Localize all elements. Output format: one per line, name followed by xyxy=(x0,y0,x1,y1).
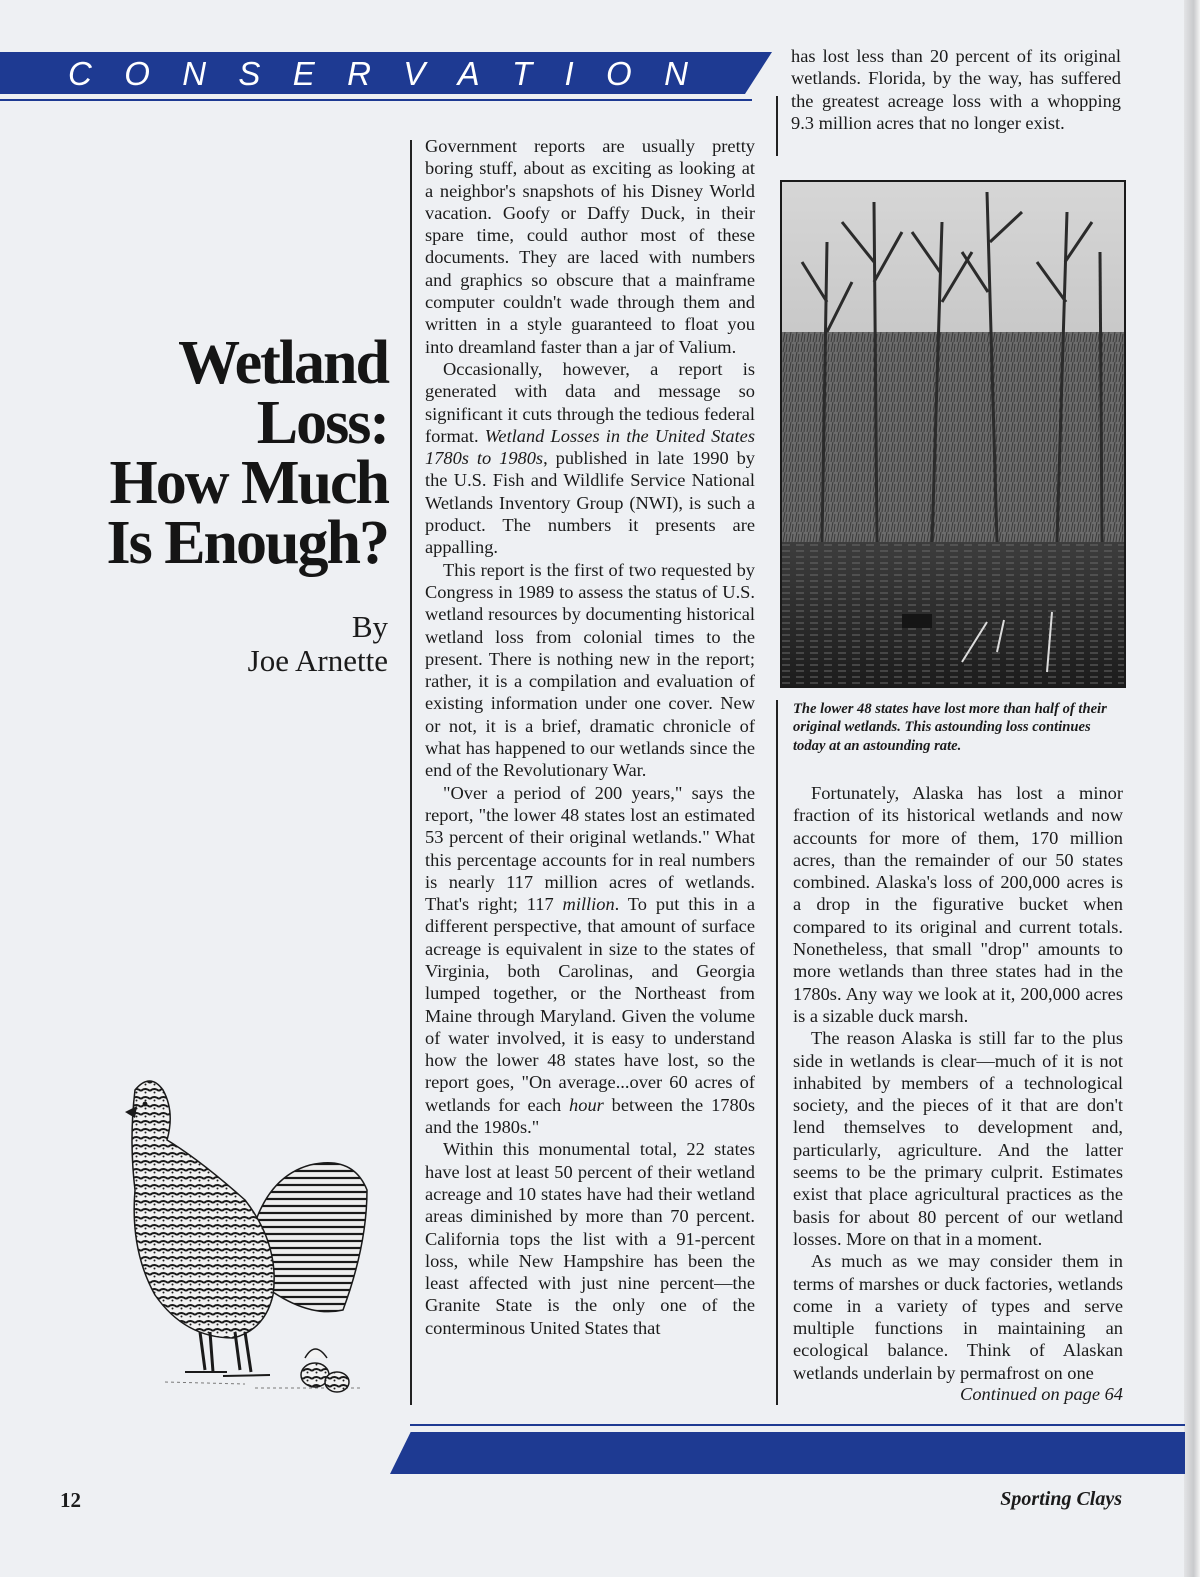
emphasis: hour xyxy=(569,1094,604,1115)
paragraph: has lost less than 20 percent of its original wetlands. Florida, by the way, has suffered the greatest acreage loss with a whopping 9.3 million acres that no longer exist. xyxy=(791,46,1121,133)
photo-caption: The lower 48 states have lost more than half of their original wetlands. This astounding loss continues today at an astounding rate. xyxy=(793,701,1107,754)
paragraph: Government reports are usually pretty boring stuff, about as exciting as looking at a neighbor's snapshots of his Disney World vacation. Goofy or Daffy Duck, in their spare time, could author most of these documents. They are laced with numbers and graphics so obscure that a mainframe computer couldn't wade through them and written in a style guaranteed to float you into dreamland faster than a jar of Valium. xyxy=(425,136,755,357)
section-letter: R xyxy=(347,55,371,92)
title-line: How Much xyxy=(109,449,388,517)
emphasis: million xyxy=(562,894,615,915)
byline xyxy=(100,610,388,678)
section-letter: N xyxy=(182,55,207,92)
text-run: "Over a period of 200 years," says the report, "the lower 48 states lost an estimated 53 percent of their original wetlands." What this percentage accounts for in real numbers is nearly 117 million acres of wetlands. That's right; 117 xyxy=(425,782,755,915)
section-letter: A xyxy=(457,55,480,92)
article-title xyxy=(40,329,388,577)
section-letter: T xyxy=(512,55,533,92)
section-letter: E xyxy=(292,55,315,92)
article-column-right xyxy=(793,782,1123,1384)
text-run: , published in late 1990 by the U.S. Fish and Wildlife Service National Wetlands Inventory Group (NWI), is such a product. The numbers it presents are appalling. xyxy=(425,448,755,558)
text-run: . To put this in a different perspective, that amount of surface acreage is equivalent in size to the states of Virginia, both Carolinas, and Georgia lumped together, or the Northeast from Maine through Maryland. Given the volume of water involved, it is easy to understand how the lower 48 states have lost, so the report goes, "On average...over 60 acres of wetlands for each xyxy=(425,894,755,1115)
paragraph: The reason Alaska is still far to the plus side in wetlands is clear—much of it is not inhabited by members of a technological society, and the pieces of it that are don't lend themselves to development and, particularly, agriculture. And the latter seems to be the primary culprit. Estimates exist that place agricultural practices as the basis for about 80 percent of our wetland losses. More on that in a moment. xyxy=(793,1028,1123,1249)
author-name: Joe Arnette xyxy=(247,643,388,678)
section-letter: O xyxy=(606,55,632,92)
paragraph: Fortunately, Alaska has lost a minor fraction of its historical wetlands and now accounts for more of them, 170 million acres, than the remainder of our 50 states combined. Alaska's loss of 200,000 acres is a drop in the figurative bucket when compared to its original and current totals. Nonetheless, that small "drop" amounts to more wetlands than three states had in the 1780s. Any way we look at it, 200,000 acres is a sizable duck marsh. xyxy=(793,783,1123,1026)
report-title: Wetland Losses in the United States 1780s to 1980s xyxy=(425,425,755,469)
footer-banner xyxy=(390,1432,1185,1474)
title-line: Is Enough? xyxy=(106,509,388,577)
article-column-middle xyxy=(425,135,755,1339)
grouse-illustration xyxy=(105,1070,380,1410)
section-letter: V xyxy=(403,55,426,92)
section-letter: I xyxy=(564,55,574,92)
page-spine xyxy=(1184,0,1200,1577)
paragraph: As much as we may consider them in terms of marshes or duck factories, wetlands come in a variety of types and serve multiple functions in maintaining an ecological balance. Think of Alaskan wetlands underlain by permafrost on one xyxy=(793,1251,1123,1383)
wetland-photo xyxy=(780,180,1126,688)
column-rule xyxy=(776,700,778,1405)
wetland-photo-image xyxy=(782,182,1124,686)
paragraph: Within this monumental total, 22 states have lost at least 50 percent of their wetland acreage and 10 states have had their wetland areas diminished by more than 70 percent. California tops the list with a 91-percent loss, while New Hampshire has been the least affected with just nine percent—the Granite State is the only one of the conterminous United States that xyxy=(425,1139,755,1338)
column-rule xyxy=(410,140,412,1405)
title-line: Loss: xyxy=(256,389,388,457)
section-letter: S xyxy=(238,55,261,92)
section-letter: N xyxy=(664,55,688,92)
paragraph xyxy=(425,782,755,1139)
byline-prefix: By xyxy=(351,609,388,644)
magazine-name: Sporting Clays xyxy=(1000,1488,1122,1510)
section-label xyxy=(68,55,688,93)
section-letter: O xyxy=(124,55,150,92)
paragraph: This report is the first of two requested by Congress in 1989 to assess the status of U.S. wetland resources by documenting historical wetland loss from colonial times to the present. There is nothing new in the report; rather, it is a compilation and evaluation of existing information under one cover. New or not, it is a brief, dramatic chronicle of what has happened to our wetlands since the end of the Revolutionary War. xyxy=(425,559,755,781)
paragraph xyxy=(425,358,755,559)
text-run: Occasionally, however, a report is generated with data and message so significant it cuts through the tedious federal format. xyxy=(425,358,755,446)
section-letter: C xyxy=(68,55,92,92)
footer-rule xyxy=(410,1424,1185,1426)
continued-note: Continued on page 64 xyxy=(960,1384,1123,1404)
article-column-right-top xyxy=(791,45,1121,134)
title-line: Wetland xyxy=(178,329,388,397)
page-number: 12 xyxy=(60,1488,81,1512)
column-rule xyxy=(776,96,778,156)
section-banner-rule xyxy=(0,99,752,101)
text-run: between the 1780s and the 1980s." xyxy=(425,1094,756,1138)
